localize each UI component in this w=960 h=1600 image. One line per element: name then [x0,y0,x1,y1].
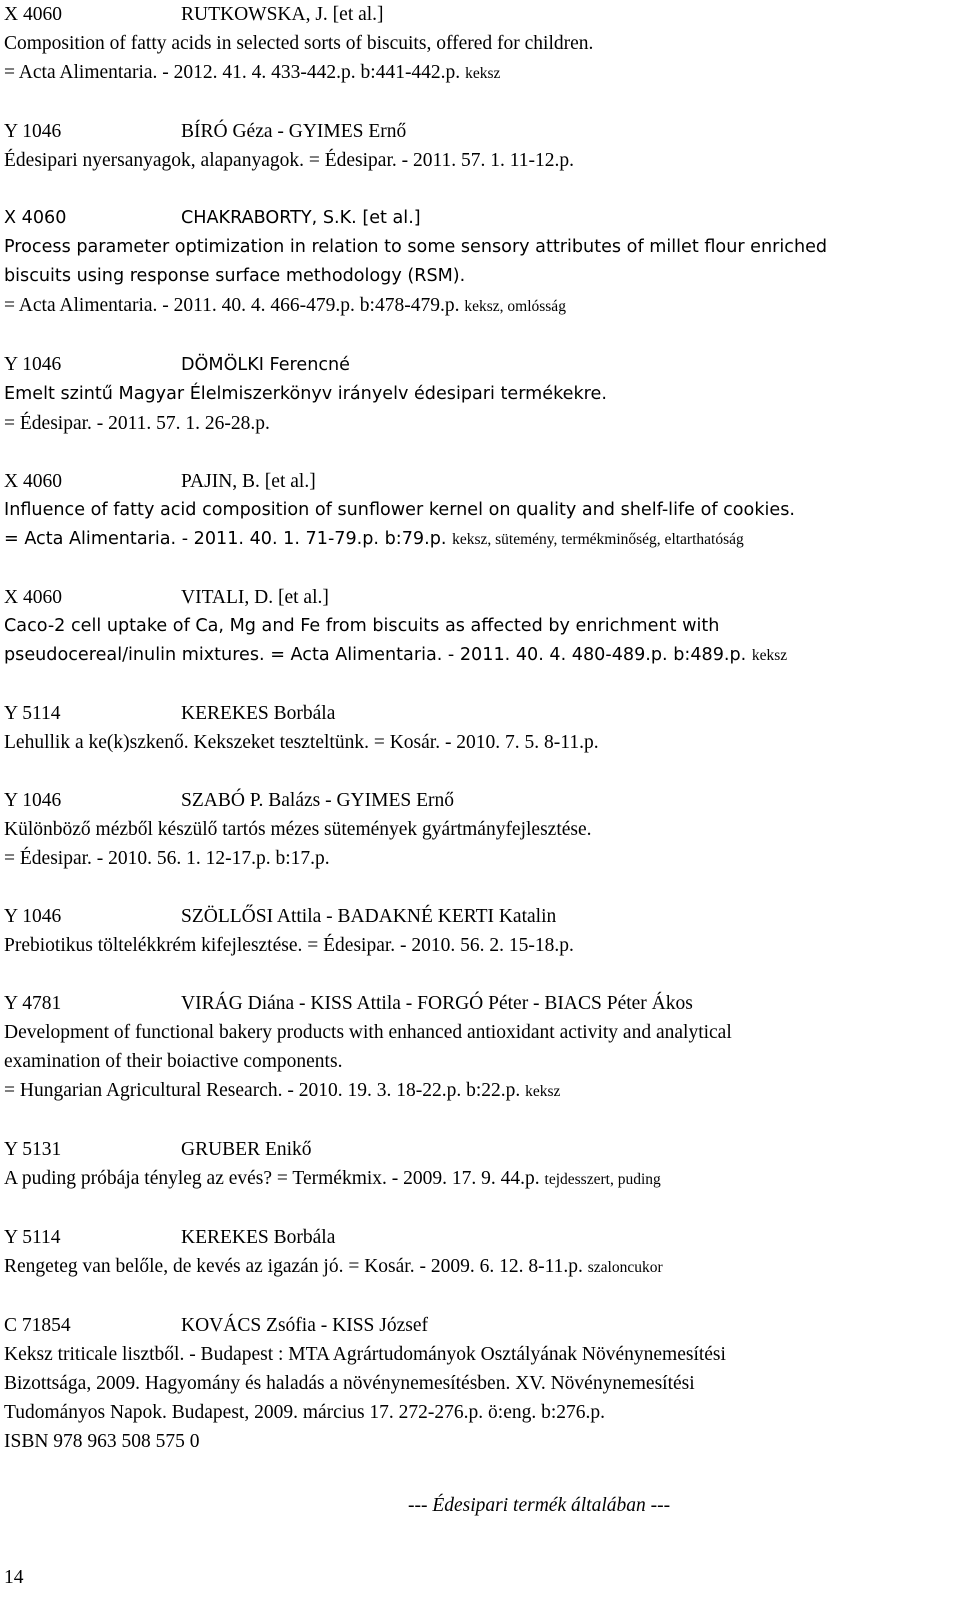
entry-source-text: = Acta Alimentaria. - 2011. 40. 1. 71-79.p. b:79.p. [4,529,447,549]
bibliography-entry [4,117,954,175]
shelf-code: Y 1046 [4,790,62,811]
entry-source-text: = Acta Alimentaria. - 2012. 41. 4. 433-442.p. b:441-442.p. [4,62,461,83]
bibliography-entry [4,583,954,670]
entry-source [4,58,954,88]
entry-header [4,467,954,496]
bibliography-entry [4,467,954,554]
entry-source: = Édesipar. - 2011. 57. 1. 26-28.p. [4,413,270,434]
entry-authors: KOVÁCS Zsófia - KISS József [181,1315,428,1336]
section-footer-title: --- Édesipari termék általában --- [408,1495,671,1516]
entry-header [4,1135,954,1164]
entry-source-text: pseudocereal/inulin mixtures. = Acta Alimentaria. - 2011. 40. 4. 480-489.p. b:489.p. [4,645,747,665]
entry-title: Influence of fatty acid composition of sunflower kernel on quality and shelf-life of cookies. [4,500,795,520]
entry-title-continued: Bizottsága, 2009. Hagyomány és haladás a növénynemesítésben. XV. Növénynemesítési [4,1373,695,1394]
shelf-code: X 4060 [4,4,62,25]
entry-keywords: keksz [525,1083,561,1100]
entry-authors: DÖMÖLKI Ferencné [181,355,350,375]
entry-authors: SZÖLLŐSI Attila - BADAKNÉ KERTI Katalin [181,906,557,927]
entry-isbn: ISBN 978 963 508 575 0 [4,1431,200,1452]
entry-authors: CHAKRABORTY, S.K. [et al.] [181,208,421,228]
entry-authors: RUTKOWSKA, J. [et al.] [181,4,384,25]
shelf-code: X 4060 [4,587,62,608]
shelf-code: Y 5131 [4,1139,62,1160]
shelf-code: C 71854 [4,1315,71,1336]
entry-authors: VIRÁG Diána - KISS Attila - FORGÓ Péter - BIACS Péter Ákos [181,993,693,1014]
bibliography-entry [4,350,954,438]
shelf-code: Y 5114 [4,1227,61,1248]
entry-authors: BÍRÓ Géza - GYIMES Ernő [181,121,407,142]
entry-header [4,0,954,29]
entry-title: Caco-2 cell uptake of Ca, Mg and Fe from biscuits as affected by enrichment with [4,616,720,636]
entry-header [4,699,954,728]
entry-header [4,350,954,380]
entry-keywords: keksz, omlósság [464,298,566,315]
entry-source: = Édesipar. - 2010. 56. 1. 12-17.p. b:17.p. [4,848,330,869]
bibliography-list [4,0,954,1485]
entry-title: Prebiotikus töltelékkrém kifejlesztése. = Édesipar. - 2010. 56. 2. 15-18.p. [4,935,574,956]
bibliography-entry [4,786,954,873]
entry-header [4,786,954,815]
entry-title: Édesipari nyersanyagok, alapanyagok. = Édesipar. - 2011. 57. 1. 11-12.p. [4,150,575,171]
entry-source [4,525,954,554]
entry-source [4,641,954,670]
entry-keywords: tejdesszert, puding [544,1171,661,1188]
entry-authors: KEREKES Borbála [181,703,336,724]
entry-authors: PAJIN, B. [et al.] [181,471,316,492]
entry-title: Process parameter optimization in relation to some sensory attributes of millet flour enriched [4,237,828,257]
entry-header [4,1311,954,1340]
page-number: 14 [4,1567,24,1588]
entry-keywords: keksz [751,647,788,664]
entry-title: Composition of fatty acids in selected sorts of biscuits, offered for children. [4,33,594,54]
bibliography-entry [4,902,954,960]
shelf-code: Y 4781 [4,993,62,1014]
bibliography-entry [4,1311,954,1456]
shelf-code: Y 1046 [4,906,62,927]
shelf-code: Y 1046 [4,354,62,375]
bibliography-entry [4,699,954,757]
entry-title: Keksz triticale lisztből. - Budapest : MTA Agrártudományok Osztályának Növénynemesítési [4,1344,726,1365]
entry-authors: SZABÓ P. Balázs - GYIMES Ernő [181,790,454,811]
entry-title-continued: biscuits using response surface methodology (RSM). [4,266,466,286]
bibliography-entry [4,1135,954,1194]
entry-authors: GRUBER Enikő [181,1139,312,1160]
entry-title: Lehullik a ke(k)szkenő. Kekszeket teszteltünk. = Kosár. - 2010. 7. 5. 8-11.p. [4,732,599,753]
entry-keywords: keksz, sütemény, termékminőség, eltarthatóság [452,531,744,548]
entry-title-continued: examination of their boiactive components. [4,1051,343,1072]
entry-title [4,1164,954,1194]
entry-title-continued: Tudományos Napok. Budapest, 2009. március 17. 272-276.p. ö:eng. b:276.p. [4,1402,606,1423]
bibliography-entry [4,204,954,321]
entry-header [4,117,954,146]
bibliography-entry [4,0,954,88]
entry-title [4,1252,954,1282]
shelf-code: Y 1046 [4,121,62,142]
entry-header [4,902,954,931]
entry-title-text: A puding próbája tényleg az evés? = Termékmix. - 2009. 17. 9. 44.p. [4,1168,540,1189]
shelf-code: Y 5114 [4,703,61,724]
shelf-code: X 4060 [4,208,67,228]
entry-title: Emelt szintű Magyar Élelmiszerkönyv irányelv édesipari termékekre. [4,384,607,404]
entry-source [4,1076,954,1106]
entry-title: Development of functional bakery products with enhanced antioxidant activity and analytical [4,1022,732,1043]
entry-keywords: szaloncukor [587,1259,663,1276]
entry-title-text: Rengeteg van belőle, de kevés az igazán jó. = Kosár. - 2009. 6. 12. 8-11.p. [4,1256,583,1277]
entry-authors: VITALI, D. [et al.] [181,587,329,608]
entry-header [4,989,954,1018]
entry-source-text: = Acta Alimentaria. - 2011. 40. 4. 466-479.p. b:478-479.p. [4,295,460,316]
entry-authors: KEREKES Borbála [181,1227,336,1248]
shelf-code: X 4060 [4,471,62,492]
entry-header [4,583,954,612]
entry-header [4,1223,954,1252]
entry-header [4,204,954,233]
bibliography-entry [4,1223,954,1282]
entry-keywords: keksz [465,65,501,82]
bibliography-entry [4,989,954,1106]
entry-source [4,291,954,321]
entry-source-text: = Hungarian Agricultural Research. - 2010. 19. 3. 18-22.p. b:22.p. [4,1080,521,1101]
entry-title: Különböző mézből készülő tartós mézes sütemények gyártmányfejlesztése. [4,819,592,840]
